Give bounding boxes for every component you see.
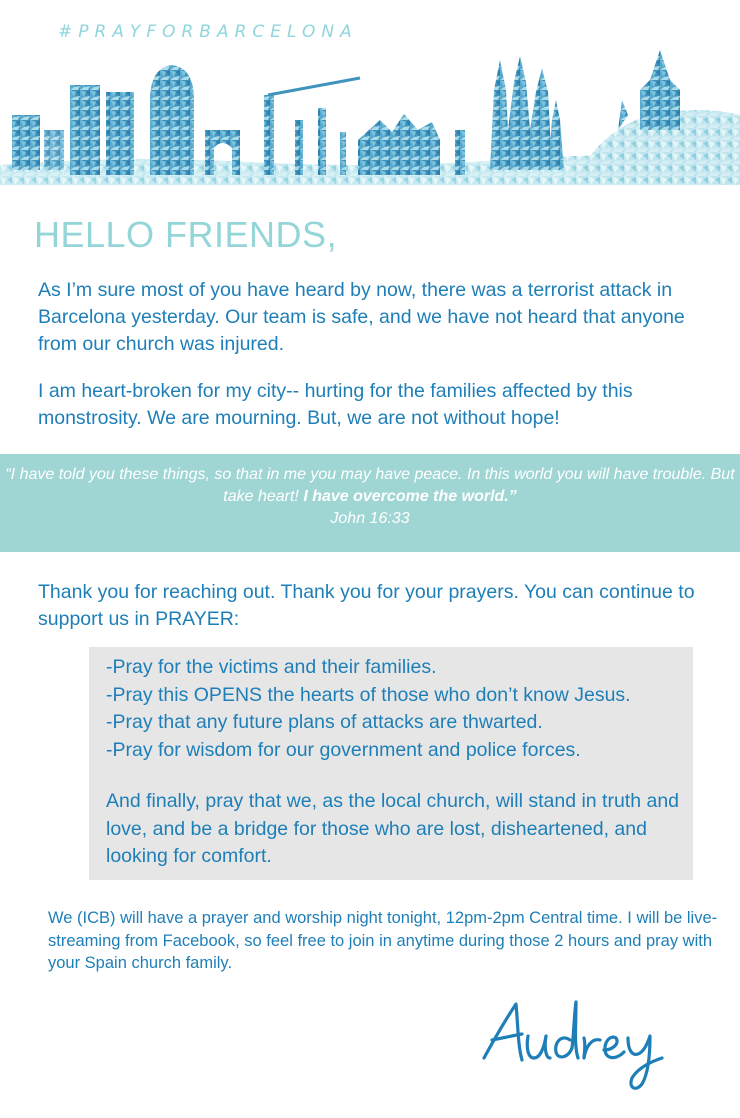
paragraph-news: As I’m sure most of you have heard by now, there was a terrorist attack in Barcelona yesterday. Our team is safe, and we have not heard that anyone from our church was injured. <box>38 279 685 355</box>
bible-quote <box>0 464 740 530</box>
greeting-heading: HELLO FRIENDS, <box>34 214 338 255</box>
prayer-list <box>106 654 696 764</box>
audrey-signature <box>478 996 668 1096</box>
prayer-item: -Pray for wisdom for our government and police forces. <box>106 738 581 761</box>
hashtag-title: #PRAYFORBARCELONA <box>58 22 358 42</box>
prayer-item: -Pray this OPENS the hearts of those who don’t know Jesus. <box>106 683 631 706</box>
prayer-item: -Pray that any future plans of attacks are thwarted. <box>106 711 543 733</box>
prayer-final: And finally, pray that we, as the local church, will stand in truth and love, and be a bridge for those who are lost, disheartened, and looking for comfort. <box>106 790 680 867</box>
event-announcement: We (ICB) will have a prayer and worship night tonight, 12pm-2pm Central time. I will be live-streaming from Facebook, so feel free to join in anytime during those 2 hours and pray with your Spain church family. <box>48 909 718 972</box>
quote-reference: John 16:33 <box>330 510 410 527</box>
paragraph-thanks: Thank you for reaching out. Thank you for your prayers. You can continue to support us in PRAYER: <box>38 581 695 630</box>
prayer-item: -Pray for the victims and their families. <box>106 656 437 678</box>
quote-text: “I have told you these things, so that in me you may have peace. In this world you will have trouble. But take heart! <box>5 466 735 505</box>
paragraph-feelings: I am heart-broken for my city-- hurting for the families affected by this monstrosity. We are mourning. But, we are not without hope! <box>38 380 633 429</box>
barcelona-skyline-illustration <box>0 20 740 190</box>
quote-emphasis: I have overcome the world.” <box>303 488 517 505</box>
